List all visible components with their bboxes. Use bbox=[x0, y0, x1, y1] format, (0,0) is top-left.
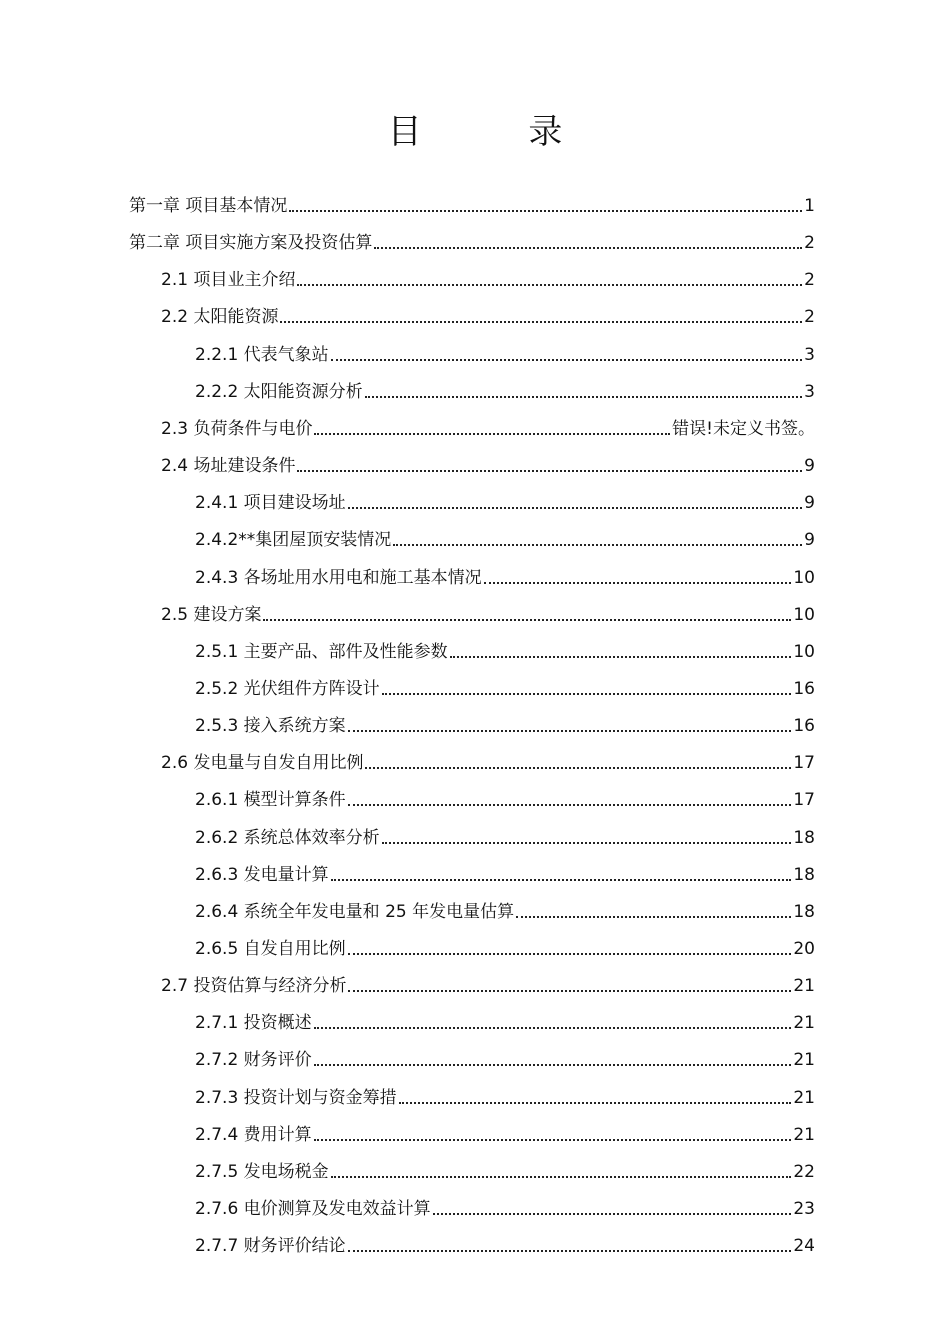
toc-entry[interactable] bbox=[195, 1004, 815, 1034]
toc-dot-leader bbox=[382, 842, 792, 844]
toc-dot-leader bbox=[263, 619, 791, 621]
toc-entry[interactable] bbox=[195, 336, 815, 366]
toc-entry[interactable] bbox=[161, 967, 815, 997]
toc-dot-leader bbox=[331, 359, 803, 361]
toc-page-number: 20 bbox=[793, 939, 815, 959]
toc-entry-label: 2.5.2 光伏组件方阵设计 bbox=[195, 678, 380, 699]
toc-entry[interactable] bbox=[195, 1227, 815, 1257]
toc-entry-label: 2.7.6 电价测算及发电效益计算 bbox=[195, 1199, 431, 1220]
toc-entry[interactable] bbox=[161, 298, 815, 328]
toc-dot-leader bbox=[348, 507, 803, 509]
toc-entry-label: 2.2 太阳能资源 bbox=[161, 307, 279, 328]
toc-entry[interactable] bbox=[195, 707, 815, 737]
toc-entry-label: 2.6 发电量与自发自用比例 bbox=[161, 753, 364, 774]
toc-entry-label: 2.4.2**集团屋顶安装情况 bbox=[195, 530, 392, 551]
toc-dot-leader bbox=[393, 544, 802, 546]
toc-entry[interactable] bbox=[161, 261, 815, 291]
toc-entry[interactable] bbox=[195, 1116, 815, 1146]
toc-entry-label: 第一章 项目基本情况 bbox=[129, 196, 288, 216]
toc-dot-leader bbox=[314, 1027, 792, 1029]
toc-entry[interactable] bbox=[195, 893, 815, 923]
toc-dot-leader bbox=[348, 953, 792, 955]
toc-page-number: 2 bbox=[804, 233, 815, 254]
toc-page-number: 9 bbox=[804, 493, 815, 514]
toc-page-number: 17 bbox=[793, 753, 815, 774]
toc-entry-label: 2.7.3 投资计划与资金筹措 bbox=[195, 1087, 397, 1108]
toc-page-number: 21 bbox=[793, 1050, 815, 1071]
toc-dot-leader bbox=[280, 321, 802, 323]
toc-dot-leader bbox=[348, 990, 791, 992]
toc-dot-leader bbox=[331, 879, 792, 881]
toc-dot-leader bbox=[484, 582, 792, 584]
toc-entry[interactable] bbox=[195, 521, 815, 551]
toc-page-number: 21 bbox=[793, 1013, 815, 1034]
toc-entry-label: 2.6.2 系统总体效率分析 bbox=[195, 827, 380, 848]
toc-entry[interactable] bbox=[195, 819, 815, 849]
toc-entry-label: 2.3 负荷条件与电价 bbox=[161, 418, 313, 439]
toc-dot-leader bbox=[382, 693, 792, 695]
toc-page-number: 错误!未定义书签。 bbox=[672, 418, 815, 439]
toc-dot-leader bbox=[399, 1102, 792, 1104]
toc-entry-label: 2.4.1 项目建设场址 bbox=[195, 493, 346, 514]
toc-page-number: 3 bbox=[804, 381, 815, 402]
toc-entry-label: 2.6.1 模型计算条件 bbox=[195, 790, 346, 811]
toc-entry-label: 第二章 项目实施方案及投资估算 bbox=[129, 233, 373, 254]
toc-dot-leader bbox=[348, 1250, 792, 1252]
toc-dot-leader bbox=[297, 284, 802, 286]
toc-dot-leader bbox=[289, 210, 802, 212]
toc-page-number: 21 bbox=[793, 976, 815, 997]
toc-page-number: 10 bbox=[793, 604, 815, 625]
toc-entry-label: 2.4.3 各场址用水用电和施工基本情况 bbox=[195, 567, 482, 588]
toc-entry[interactable] bbox=[161, 744, 815, 774]
toc-dot-leader bbox=[433, 1213, 792, 1215]
toc-page-number: 22 bbox=[793, 1161, 815, 1182]
toc-entry[interactable] bbox=[195, 1153, 815, 1183]
toc-page-number: 21 bbox=[793, 1124, 815, 1145]
toc-entry[interactable] bbox=[195, 1190, 815, 1220]
toc-entry-label: 2.5 建设方案 bbox=[161, 604, 262, 625]
toc-page-number: 18 bbox=[793, 827, 815, 848]
toc-entry-label: 2.7 投资估算与经济分析 bbox=[161, 976, 347, 997]
toc-entry-label: 2.6.3 发电量计算 bbox=[195, 864, 329, 885]
toc-entry-label: 2.6.4 系统全年发电量和 25 年发电量估算 bbox=[195, 901, 515, 922]
toc-entry[interactable] bbox=[129, 187, 815, 217]
toc-page-number: 16 bbox=[793, 716, 815, 737]
toc-page-number: 3 bbox=[804, 344, 815, 365]
toc-entry[interactable] bbox=[161, 447, 815, 477]
toc-entry[interactable] bbox=[161, 410, 815, 440]
toc-page-number: 18 bbox=[793, 864, 815, 885]
toc-entry-label: 2.7.7 财务评价结论 bbox=[195, 1236, 346, 1257]
toc-dot-leader bbox=[374, 247, 802, 249]
toc-dot-leader bbox=[348, 730, 792, 732]
toc-entry[interactable] bbox=[195, 484, 815, 514]
toc-entry-label: 2.7.4 费用计算 bbox=[195, 1124, 312, 1145]
toc-entry[interactable] bbox=[129, 224, 815, 254]
toc-page-number: 23 bbox=[793, 1199, 815, 1220]
toc-entry-label: 2.2.1 代表气象站 bbox=[195, 344, 329, 365]
page-title: 目 录 bbox=[387, 112, 611, 152]
toc-dot-leader bbox=[314, 1064, 792, 1066]
toc-entry-label: 2.5.3 接入系统方案 bbox=[195, 716, 346, 737]
toc-dot-leader bbox=[348, 804, 792, 806]
toc-entry-label: 2.7.5 发电场税金 bbox=[195, 1161, 329, 1182]
toc-page-number: 16 bbox=[793, 678, 815, 699]
toc-dot-leader bbox=[331, 1176, 792, 1178]
toc-entry-label: 2.2.2 太阳能资源分析 bbox=[195, 381, 363, 402]
toc-entry-label: 2.5.1 主要产品、部件及性能参数 bbox=[195, 641, 448, 662]
toc-page-number: 9 bbox=[804, 456, 815, 477]
toc-entry[interactable] bbox=[195, 781, 815, 811]
toc-entry[interactable] bbox=[195, 670, 815, 700]
toc-entry-label: 2.7.1 投资概述 bbox=[195, 1013, 312, 1034]
toc-dot-leader bbox=[314, 1139, 792, 1141]
toc-page-number: 18 bbox=[793, 901, 815, 922]
toc-page-number: 10 bbox=[793, 641, 815, 662]
toc-page-number: 21 bbox=[793, 1087, 815, 1108]
toc-entry[interactable] bbox=[195, 1041, 815, 1071]
toc-entry[interactable] bbox=[195, 633, 815, 663]
toc-dot-leader bbox=[297, 470, 802, 472]
toc-entry-label: 2.6.5 自发自用比例 bbox=[195, 939, 346, 959]
toc-dot-leader bbox=[450, 656, 792, 658]
toc-page-number: 9 bbox=[804, 530, 815, 551]
toc-entry-label: 2.1 项目业主介绍 bbox=[161, 270, 296, 291]
toc-dot-leader bbox=[365, 396, 803, 398]
toc-page-number: 17 bbox=[793, 790, 815, 811]
toc-dot-leader bbox=[314, 433, 670, 435]
toc-entry[interactable] bbox=[195, 856, 815, 886]
toc-entry[interactable] bbox=[195, 930, 815, 960]
toc-page-number: 10 bbox=[793, 567, 815, 588]
toc-dot-leader bbox=[516, 916, 791, 918]
toc-page-number: 2 bbox=[804, 270, 815, 291]
toc-entry-label: 2.4 场址建设条件 bbox=[161, 456, 296, 477]
toc-page-number: 2 bbox=[804, 307, 815, 328]
toc-entry-label: 2.7.2 财务评价 bbox=[195, 1050, 312, 1071]
toc-entry[interactable] bbox=[195, 1079, 815, 1109]
toc-entry[interactable] bbox=[161, 596, 815, 626]
toc-page-number: 24 bbox=[793, 1236, 815, 1257]
toc-entry[interactable] bbox=[195, 373, 815, 403]
toc-entry[interactable] bbox=[195, 559, 815, 589]
toc-page-number: 1 bbox=[804, 196, 815, 216]
toc-dot-leader bbox=[365, 767, 791, 769]
